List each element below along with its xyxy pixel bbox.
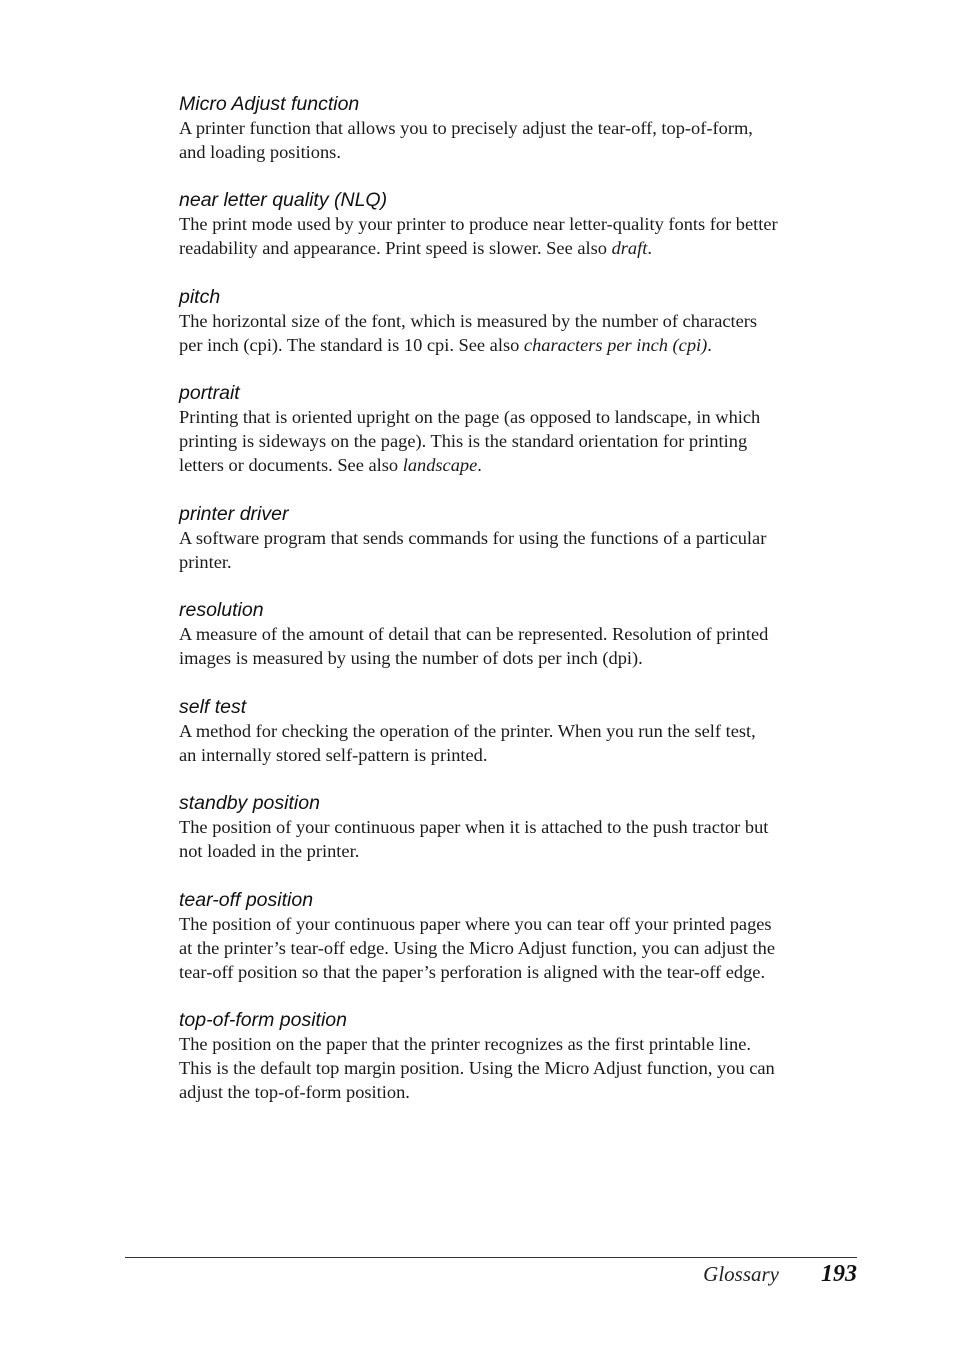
see-also-reference: landscape bbox=[402, 455, 478, 475]
glossary-entry-near-letter-quality bbox=[179, 188, 857, 285]
glossary-entry-tear-off-position bbox=[179, 888, 857, 1008]
definition-line: and loading positions. bbox=[179, 142, 341, 162]
term-definition bbox=[179, 622, 857, 670]
term-definition bbox=[179, 912, 857, 984]
term-definition bbox=[179, 405, 857, 477]
definition-line: This is the default top margin position. Using the Micro Adjust function, you can bbox=[179, 1058, 775, 1078]
definition-line: an internally stored self-pattern is printed. bbox=[179, 745, 488, 765]
glossary-entry-portrait bbox=[179, 381, 857, 502]
definition-tail: . bbox=[477, 455, 482, 475]
definition-line: letters or documents. See also bbox=[179, 455, 403, 475]
definition-line: A software program that sends commands for using the functions of a particular bbox=[179, 528, 767, 548]
see-also-reference: draft bbox=[611, 238, 648, 258]
see-also-reference: characters per inch (cpi) bbox=[523, 335, 708, 355]
footer-section-title: Glossary bbox=[703, 1262, 779, 1286]
definition-line: The position on the paper that the printer recognizes as the first printable line. bbox=[179, 1034, 751, 1054]
glossary-entry-standby-position bbox=[179, 791, 857, 888]
definition-line: The print mode used by your printer to produce near letter-quality fonts for better bbox=[179, 214, 778, 234]
definition-line: Printing that is oriented upright on the page (as opposed to landscape, in which bbox=[179, 407, 761, 427]
glossary-entry-micro-adjust-function bbox=[179, 92, 857, 188]
term-heading: standby position bbox=[179, 792, 320, 814]
definition-line: printer. bbox=[179, 552, 232, 572]
definition-tail: . bbox=[707, 335, 712, 355]
glossary-entry-pitch bbox=[179, 285, 857, 381]
definition-line: images is measured by using the number of dots per inch (dpi). bbox=[179, 648, 643, 668]
glossary-content bbox=[179, 92, 857, 1104]
definition-line: A method for checking the operation of the printer. When you run the self test, bbox=[179, 721, 756, 741]
footer-divider bbox=[125, 1257, 857, 1258]
term-definition bbox=[179, 212, 857, 260]
definition-line: The horizontal size of the font, which is measured by the number of characters bbox=[179, 311, 758, 331]
term-definition bbox=[179, 309, 857, 357]
definition-line: The position of your continuous paper when it is attached to the push tractor but bbox=[179, 817, 769, 837]
term-definition bbox=[179, 526, 857, 574]
definition-line: printing is sideways on the page). This is the standard orientation for printing bbox=[179, 431, 748, 451]
term-heading: pitch bbox=[179, 286, 221, 308]
definition-line: at the printer’s tear-off edge. Using the Micro Adjust function, you can adjust the bbox=[179, 938, 775, 958]
definition-line: A measure of the amount of detail that can be represented. Resolution of printed bbox=[179, 624, 769, 644]
term-definition bbox=[179, 1032, 857, 1104]
term-heading: tear-off position bbox=[179, 889, 314, 911]
glossary-entry-self-test bbox=[179, 695, 857, 791]
term-heading: Micro Adjust function bbox=[179, 93, 360, 115]
term-definition bbox=[179, 815, 857, 863]
definition-line: A printer function that allows you to precisely adjust the tear-off, top-of-form, bbox=[179, 118, 753, 138]
definition-line: The position of your continuous paper where you can tear off your printed pages bbox=[179, 914, 772, 934]
page-number: 193 bbox=[821, 1261, 857, 1287]
term-definition bbox=[179, 719, 857, 767]
definition-line: not loaded in the printer. bbox=[179, 841, 360, 861]
term-heading: top-of-form position bbox=[179, 1009, 347, 1031]
term-heading: near letter quality (NLQ) bbox=[179, 189, 388, 211]
definition-line: per inch (cpi). The standard is 10 cpi. See also bbox=[179, 335, 524, 355]
glossary-entry-printer-driver bbox=[179, 502, 857, 598]
term-heading: portrait bbox=[179, 382, 240, 404]
term-definition bbox=[179, 116, 857, 164]
glossary-entry-resolution bbox=[179, 598, 857, 695]
definition-line: adjust the top-of-form position. bbox=[179, 1082, 410, 1102]
glossary-entry-top-of-form-position bbox=[179, 1008, 857, 1104]
term-heading: resolution bbox=[179, 599, 264, 621]
term-heading: self test bbox=[179, 696, 247, 718]
page-footer bbox=[703, 1261, 857, 1288]
definition-line: readability and appearance. Print speed is slower. See also bbox=[179, 238, 612, 258]
definition-tail: . bbox=[647, 238, 652, 258]
term-heading: printer driver bbox=[179, 503, 289, 525]
definition-line: tear-off position so that the paper’s perforation is aligned with the tear-off edge. bbox=[179, 962, 766, 982]
